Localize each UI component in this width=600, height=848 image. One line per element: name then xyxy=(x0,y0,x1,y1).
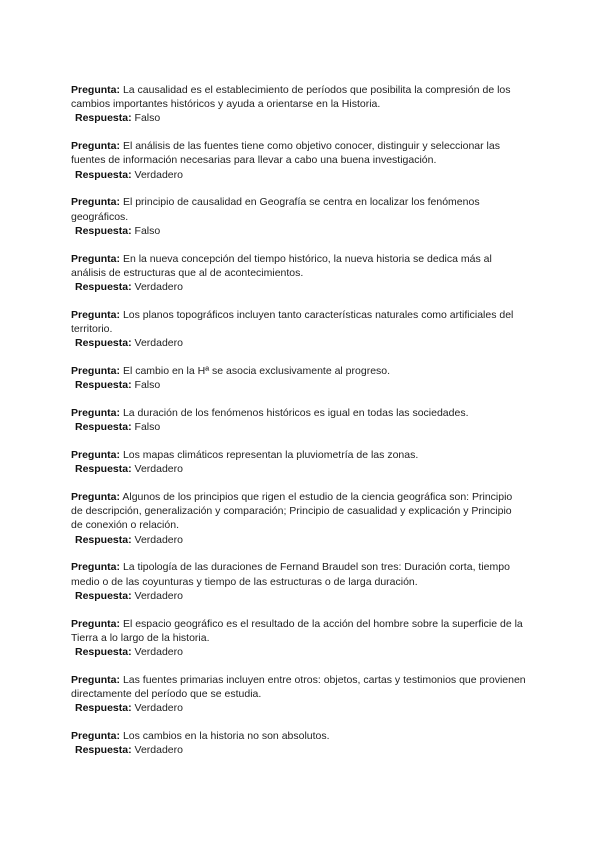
answer-label: Respuesta: xyxy=(75,463,132,476)
qa-item xyxy=(71,448,526,476)
question-label: Pregunta: xyxy=(71,673,121,686)
qa-item xyxy=(71,560,526,603)
qa-item xyxy=(71,83,526,126)
question-text xyxy=(71,673,526,701)
answer-value: Verdadero xyxy=(134,702,183,715)
answer-value: Verdadero xyxy=(134,589,183,602)
answer-label: Respuesta: xyxy=(75,646,132,659)
question-body: Los planos topográficos incluyen tanto características naturales como artificiales del territorio. xyxy=(71,308,514,336)
answer-label: Respuesta: xyxy=(75,281,132,294)
qa-item xyxy=(71,490,526,547)
answer-text xyxy=(71,111,526,125)
question-body: La duración de los fenómenos históricos es igual en todas las sociedades. xyxy=(122,407,469,420)
question-label: Pregunta: xyxy=(71,730,121,743)
answer-text xyxy=(71,280,526,294)
answer-label: Respuesta: xyxy=(75,224,132,237)
qa-item xyxy=(71,364,526,392)
answer-text xyxy=(71,743,526,757)
question-body: Algunos de los principios que rigen el estudio de la ciencia geográfica son: Principio de descripción, generalización y comparación; Principio de casualidad y explicación y Principio de conexión o relación. xyxy=(71,491,513,532)
answer-value: Falso xyxy=(134,421,161,434)
question-body: Los mapas climáticos representan la pluviometría de las zonas. xyxy=(122,449,419,462)
question-label: Pregunta: xyxy=(71,449,121,462)
answer-text xyxy=(71,645,526,659)
question-label: Pregunta: xyxy=(71,84,121,96)
answer-text xyxy=(71,224,526,238)
question-label: Pregunta: xyxy=(71,561,121,574)
qa-item xyxy=(71,617,526,660)
answer-label: Respuesta: xyxy=(75,589,132,602)
answer-value: Falso xyxy=(134,224,161,237)
qa-item xyxy=(71,729,526,757)
answer-text xyxy=(71,589,526,603)
question-text xyxy=(71,83,526,111)
question-body: Los cambios en la historia no son absolutos. xyxy=(122,730,330,743)
answer-value: Verdadero xyxy=(134,533,183,546)
answer-label: Respuesta: xyxy=(75,379,132,392)
question-body: La causalidad es el establecimiento de períodos que posibilita la compresión de los cambios importantes históricos y ayuda a orientarse en la Historia. xyxy=(71,84,511,111)
question-label: Pregunta: xyxy=(71,365,121,378)
answer-value: Verdadero xyxy=(134,646,183,659)
answer-label: Respuesta: xyxy=(75,533,132,546)
answer-value: Falso xyxy=(134,112,161,125)
answer-text xyxy=(71,168,526,182)
answer-value: Verdadero xyxy=(134,337,183,350)
answer-value: Verdadero xyxy=(134,281,183,294)
question-text xyxy=(71,252,526,280)
question-text xyxy=(71,139,526,167)
question-body: El espacio geográfico es el resultado de la acción del hombre sobre la superficie de la Tierra a lo largo de la historia. xyxy=(71,617,523,644)
answer-label: Respuesta: xyxy=(75,112,132,125)
answer-label: Respuesta: xyxy=(75,702,132,715)
question-body: El análisis de las fuentes tiene como objetivo conocer, distinguir y seleccionar las fuentes de información necesarias para llevar a cabo una buena investigación. xyxy=(71,140,500,167)
answer-text xyxy=(71,420,526,434)
question-text xyxy=(71,308,526,336)
qa-item xyxy=(71,195,526,238)
question-label: Pregunta: xyxy=(71,308,121,321)
answer-label: Respuesta: xyxy=(75,744,132,757)
qa-item xyxy=(71,252,526,295)
qa-item xyxy=(71,673,526,716)
answer-label: Respuesta: xyxy=(75,337,132,350)
question-label: Pregunta: xyxy=(71,196,121,209)
question-label: Pregunta: xyxy=(71,617,121,630)
question-answer-list xyxy=(71,83,526,771)
question-text xyxy=(71,406,526,420)
answer-text xyxy=(71,701,526,715)
question-label: Pregunta: xyxy=(71,407,121,420)
question-text xyxy=(71,560,526,588)
answer-value: Verdadero xyxy=(134,168,183,181)
qa-item xyxy=(71,308,526,351)
answer-text xyxy=(71,378,526,392)
question-body: La tipología de las duraciones de Fernand Braudel son tres: Duración corta, tiempo medio o de las coyunturas y tiempo de las estructuras o de larga duración. xyxy=(71,561,510,588)
question-label: Pregunta: xyxy=(71,140,121,153)
answer-text xyxy=(71,462,526,476)
question-text xyxy=(71,729,526,743)
question-label: Pregunta: xyxy=(71,252,121,265)
question-body: Las fuentes primarias incluyen entre otros: objetos, cartas y testimonios que provienen directamente del período que se estudia. xyxy=(71,673,526,701)
question-text xyxy=(71,617,526,645)
answer-label: Respuesta: xyxy=(75,168,132,181)
answer-label: Respuesta: xyxy=(75,421,132,434)
question-label: Pregunta: xyxy=(71,491,121,504)
question-text xyxy=(71,490,526,533)
qa-item xyxy=(71,139,526,182)
answer-text xyxy=(71,336,526,350)
qa-item xyxy=(71,406,526,434)
question-text xyxy=(71,364,526,378)
answer-value: Verdadero xyxy=(134,744,183,757)
question-body: En la nueva concepción del tiempo histórico, la nueva historia se dedica más al análisis de estructuras que al de acontecimientos. xyxy=(71,252,492,279)
answer-value: Verdadero xyxy=(134,463,183,476)
answer-text xyxy=(71,533,526,547)
answer-value: Falso xyxy=(134,379,161,392)
question-body: El cambio en la Hª se asocia exclusivamente al progreso. xyxy=(122,365,391,378)
question-text xyxy=(71,448,526,462)
question-body: El principio de causalidad en Geografía se centra en localizar los fenómenos geográficos. xyxy=(71,196,480,223)
question-text xyxy=(71,195,526,223)
